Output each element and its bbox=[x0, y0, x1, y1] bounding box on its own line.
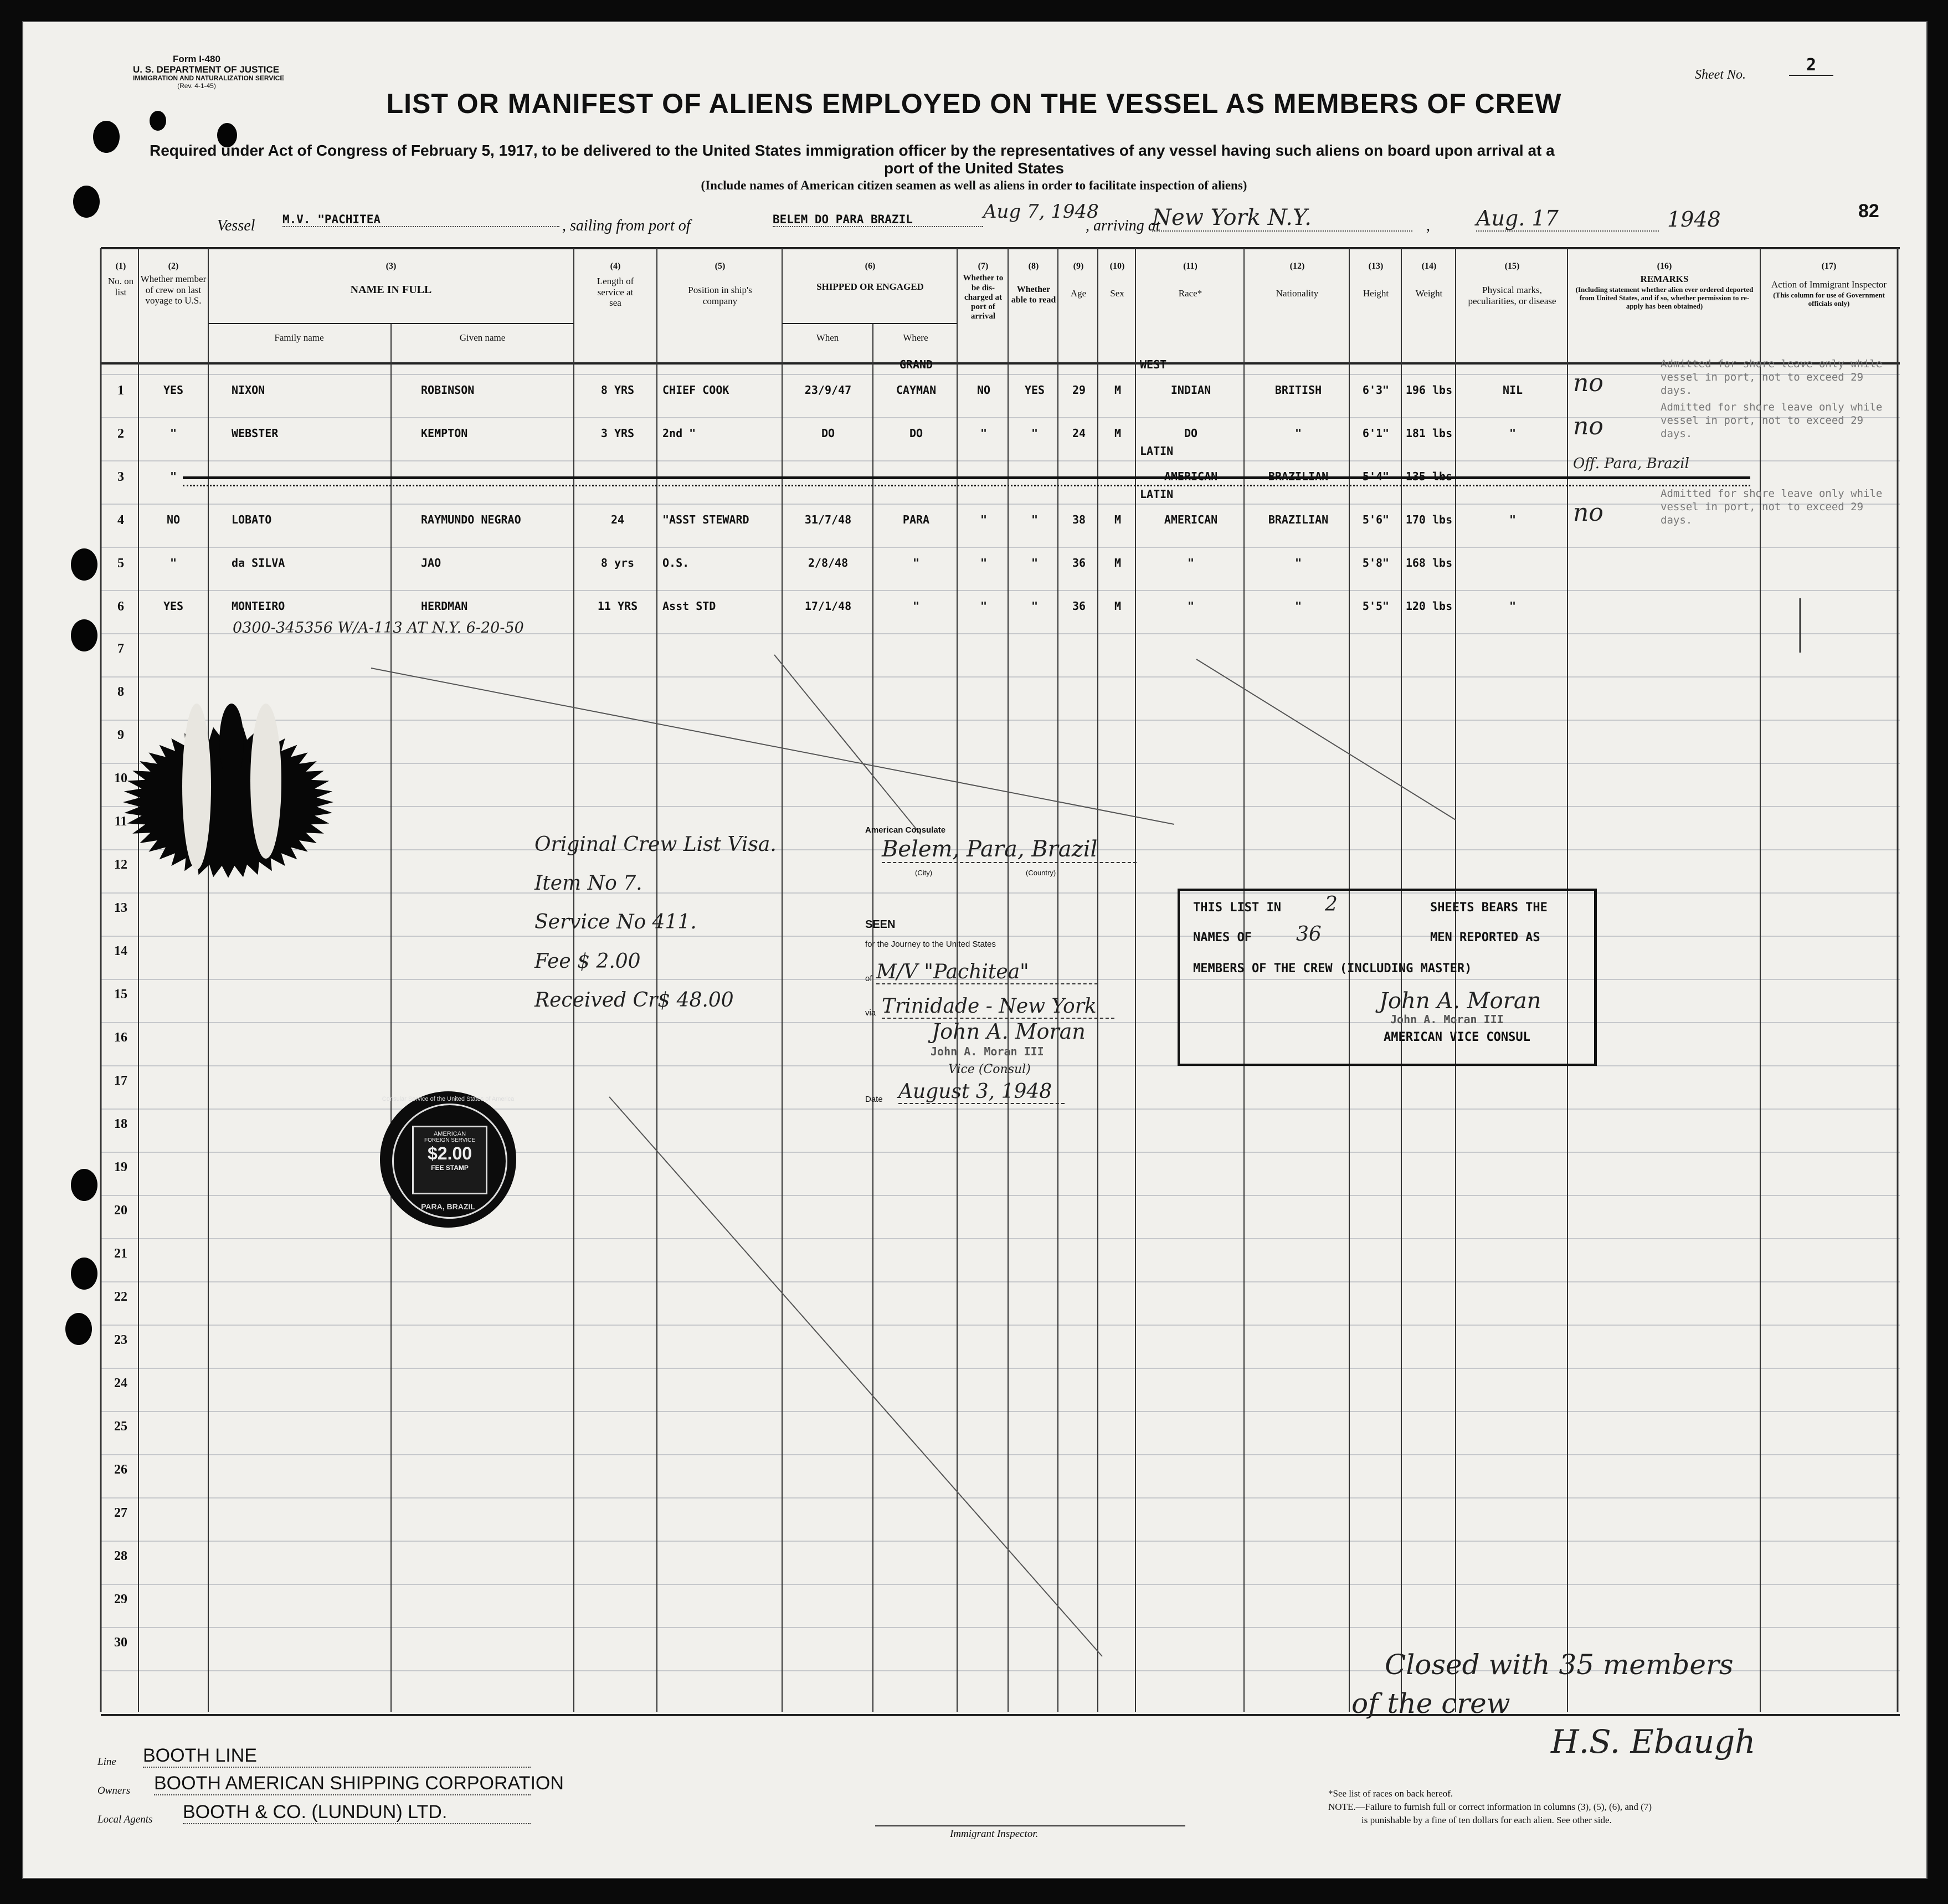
fee-stamp bbox=[380, 1091, 516, 1228]
cell-race: AMERICAN bbox=[1164, 470, 1218, 483]
cell-nationality: " bbox=[1294, 427, 1302, 440]
cell-no: 2 bbox=[117, 427, 124, 441]
cell-age: 29 bbox=[1072, 383, 1086, 397]
inspector-signature: H.S. Ebaugh bbox=[1551, 1723, 1756, 1761]
cell-when: 23/9/47 bbox=[804, 383, 852, 397]
cell-no: 3 bbox=[117, 470, 124, 484]
cell-remark-hand: no bbox=[1573, 499, 1603, 527]
row-number: 21 bbox=[114, 1246, 127, 1261]
col-remarks-header: (16) REMARKS (Including statement whether alien ever ordered deported from United States, and if so, whether permission to re-apply has been obtained) bbox=[1575, 261, 1754, 310]
cell-weight: 181 lbs bbox=[1405, 427, 1453, 440]
cell-race: DO bbox=[1184, 427, 1198, 440]
cell-nationality: BRITISH bbox=[1274, 383, 1322, 397]
col-read-header: (8) Whether able to read bbox=[1011, 261, 1056, 305]
cell-age: 38 bbox=[1072, 513, 1086, 526]
form-number: Form I-480 bbox=[173, 54, 220, 64]
col-discharged-header: (7) Whether to be dis-charged at port of arrival bbox=[963, 261, 1004, 321]
cell-height: 5'8" bbox=[1362, 556, 1390, 569]
visa-note-line: Fee $ 2.00 bbox=[534, 950, 641, 973]
fee-stamp-line3: FEE STAMP bbox=[431, 1164, 469, 1172]
page-number: 82 bbox=[1858, 201, 1879, 222]
cell-weight: 135 lbs bbox=[1405, 470, 1453, 483]
col-shipped-header: (6) SHIPPED OR ENGAGED bbox=[816, 261, 924, 292]
cell-position: O.S. bbox=[662, 556, 690, 569]
stamp-date: August 3, 1948 bbox=[898, 1080, 1065, 1104]
col-service-header: (4) Length of service at sea bbox=[597, 261, 634, 309]
footer-agents-label: Local Agents bbox=[97, 1814, 153, 1825]
row6-note: 0300-345356 W/A-113 AT N.Y. 6-20-50 bbox=[233, 619, 524, 637]
row-number: 10 bbox=[114, 771, 127, 786]
cell-remark-hand: no bbox=[1573, 369, 1603, 397]
row-number: 30 bbox=[114, 1635, 127, 1650]
cell-read: YES bbox=[1024, 383, 1045, 397]
cell-sex: M bbox=[1114, 556, 1122, 569]
closing-note-line: Closed with 35 members bbox=[1385, 1649, 1734, 1681]
cell-position: Asst STD bbox=[662, 599, 716, 613]
cell-discharged: " bbox=[980, 556, 988, 569]
col-sex-header: (10) Sex bbox=[1109, 261, 1125, 299]
stamp-vessel: M/V "Pachitea" bbox=[876, 961, 1098, 984]
visa-note-line: Original Crew List Visa. bbox=[534, 833, 777, 856]
footer-line: BOOTH LINE bbox=[143, 1745, 531, 1768]
row-number: 7 bbox=[117, 641, 124, 656]
cell-no: 6 bbox=[117, 599, 124, 614]
cell-position: "ASST STEWARD bbox=[662, 513, 749, 526]
vessel-label: Vessel bbox=[217, 217, 255, 234]
col-nationality-header: (12) Nationality bbox=[1276, 261, 1319, 299]
cell-age: 36 bbox=[1072, 599, 1086, 613]
stamp-via: Trinidade - New York bbox=[882, 995, 1114, 1019]
list-stamp-signer: John A. Moran III bbox=[1390, 1013, 1504, 1026]
cell-height: 5'4" bbox=[1362, 470, 1390, 483]
row-number: 20 bbox=[114, 1203, 127, 1218]
footer-inspector-label: Immigrant Inspector. bbox=[950, 1828, 1039, 1840]
form-service: IMMIGRATION AND NATURALIZATION SERVICE bbox=[133, 74, 285, 83]
col-race-header: (11) Race* bbox=[1178, 261, 1202, 299]
cell-no: 5 bbox=[117, 556, 124, 571]
footer-agents: BOOTH & CO. (LUNDUN) LTD. bbox=[183, 1802, 531, 1824]
cell-member: " bbox=[169, 427, 177, 440]
row-number: 17 bbox=[114, 1074, 127, 1088]
cell-marks: NIL bbox=[1502, 383, 1523, 397]
city-label: (City) bbox=[915, 869, 933, 877]
row-number: 18 bbox=[114, 1117, 127, 1131]
cell-nationality: " bbox=[1294, 556, 1302, 569]
cell-where: PARA bbox=[902, 513, 930, 526]
row-number: 15 bbox=[114, 987, 127, 1002]
col-where-header: Where bbox=[903, 332, 928, 343]
row-number: 9 bbox=[117, 728, 124, 742]
col-weight-header: (14) Weight bbox=[1415, 261, 1443, 299]
footer-owners-label: Owners bbox=[97, 1785, 131, 1797]
row-number: 14 bbox=[114, 944, 127, 958]
row-number: 12 bbox=[114, 858, 127, 872]
cell-where: DO bbox=[909, 427, 923, 440]
cell-family: LOBATO bbox=[232, 513, 272, 526]
cell-weight: 170 lbs bbox=[1405, 513, 1453, 526]
visa-note-line: Received Cr$ 48.00 bbox=[534, 988, 734, 1012]
cell-age: 24 bbox=[1072, 427, 1086, 440]
fee-stamp-ring: Consular Service of the United States of America bbox=[382, 1096, 515, 1102]
consulate-stamp bbox=[865, 825, 1153, 1113]
list-stamp-line2b: MEN REPORTED AS bbox=[1430, 931, 1540, 945]
cell-family: MONTEIRO bbox=[232, 599, 285, 613]
col-age-header: (9) Age bbox=[1070, 261, 1087, 299]
cell-race-top: WEST bbox=[1140, 358, 1167, 371]
arrival-year: 1948 bbox=[1667, 207, 1721, 232]
cell-height: 5'5" bbox=[1362, 599, 1390, 613]
consul-signer: John A. Moran III bbox=[931, 1045, 1044, 1058]
cell-member: " bbox=[169, 556, 177, 569]
fee-stamp-center bbox=[412, 1126, 487, 1194]
fee-stamp-line1: AMERICAN bbox=[433, 1131, 466, 1137]
col-marks-header: (15) Physical marks, peculiarities, or disease bbox=[1468, 261, 1556, 306]
sheet-no-label: Sheet No. bbox=[1695, 68, 1746, 82]
page-title: LIST OR MANIFEST OF ALIENS EMPLOYED ON THE VESSEL AS MEMBERS OF CREW bbox=[386, 88, 1562, 119]
arriving-label: , arriving at bbox=[1086, 217, 1160, 234]
cell-discharged: " bbox=[980, 427, 988, 440]
cell-sex: M bbox=[1114, 513, 1122, 526]
form-dept: U. S. DEPARTMENT OF JUSTICE bbox=[133, 64, 280, 75]
cell-marks: " bbox=[1509, 427, 1517, 440]
cell-service: 8 yrs bbox=[600, 556, 635, 569]
fee-stamp-line2: FOREIGN SERVICE bbox=[424, 1137, 476, 1143]
cell-nationality: BRAZILIAN bbox=[1268, 470, 1329, 483]
cell-where: CAYMAN bbox=[896, 383, 937, 397]
subtitle-act: Required under Act of Congress of February 5, 1917, to be delivered to the United States immigration officer by the representatives of any vessel having such aliens on board upon arrival at a bbox=[150, 142, 1555, 159]
footer-line-label: Line bbox=[97, 1756, 116, 1768]
cell-when: DO bbox=[821, 427, 835, 440]
cell-member: " bbox=[169, 470, 177, 483]
cell-given: JAO bbox=[421, 556, 441, 569]
fee-stamp-bottom: PARA, BRAZIL bbox=[421, 1202, 475, 1211]
cell-weight: 196 lbs bbox=[1405, 383, 1453, 397]
sailing-date: Aug 7, 1948 bbox=[983, 201, 1099, 223]
row-number: 27 bbox=[114, 1506, 127, 1520]
cell-service: 11 YRS bbox=[597, 599, 638, 613]
list-stamp-title: AMERICAN VICE CONSUL bbox=[1384, 1030, 1530, 1044]
cell-race: AMERICAN bbox=[1164, 513, 1218, 526]
row-number: 8 bbox=[117, 685, 124, 699]
consulate-head: American Consulate bbox=[865, 825, 946, 835]
of-label: of bbox=[865, 974, 872, 983]
cell-height: 6'1" bbox=[1362, 427, 1390, 440]
footer-note1: *See list of races on back hereof. bbox=[1328, 1788, 1453, 1799]
col-position-header: (5) Position in ship's company bbox=[688, 261, 752, 306]
footer-note3: is punishable by a fine of ten dollars for each alien. See other side. bbox=[1361, 1815, 1612, 1825]
cell-marks: " bbox=[1509, 599, 1517, 613]
col-when-header: When bbox=[816, 332, 839, 343]
journey-label: for the Journey to the United States bbox=[865, 940, 996, 949]
subtitle-include: (Include names of American citizen seamen as well as aliens in order to facilitate inspection of aliens) bbox=[701, 178, 1247, 192]
seen-label: SEEN bbox=[865, 918, 896, 931]
cell-age: 36 bbox=[1072, 556, 1086, 569]
cell-when: 31/7/48 bbox=[804, 513, 852, 526]
cell-family: da SILVA bbox=[232, 556, 285, 569]
row-number: 25 bbox=[114, 1419, 127, 1434]
closing-note bbox=[1351, 1645, 1734, 1723]
cell-remark-hand: Off. Para, Brazil bbox=[1573, 455, 1689, 472]
cell-race: INDIAN bbox=[1170, 383, 1211, 397]
row-number: 26 bbox=[114, 1462, 127, 1477]
cell-race: " bbox=[1187, 556, 1195, 569]
cell-race: " bbox=[1187, 599, 1195, 613]
list-certification-stamp bbox=[1178, 889, 1597, 1066]
inspector-sign-line bbox=[875, 1825, 1185, 1826]
cell-position: CHIEF COOK bbox=[662, 383, 729, 397]
sailing-label: , sailing from port of bbox=[562, 217, 691, 234]
cell-family: WEBSTER bbox=[232, 427, 279, 440]
cell-where: " bbox=[912, 599, 920, 613]
list-stamp-line1a: THIS LIST IN bbox=[1193, 901, 1281, 915]
starburst-seal bbox=[123, 704, 333, 878]
vessel-name: M.V. "PACHITEA bbox=[282, 213, 559, 227]
footer-note2: NOTE.—Failure to furnish full or correct information in columns (3), (5), (6), and (7) bbox=[1328, 1802, 1652, 1812]
country-label: (Country) bbox=[1026, 869, 1056, 877]
row-number: 24 bbox=[114, 1376, 127, 1390]
cell-sex: M bbox=[1114, 383, 1122, 397]
subtitle-port: port of the United States bbox=[883, 160, 1065, 177]
via-label: via bbox=[865, 1008, 876, 1018]
cell-when: 17/1/48 bbox=[804, 599, 852, 613]
visa-note bbox=[534, 825, 777, 1020]
list-stamp-line1b: SHEETS BEARS THE bbox=[1430, 901, 1548, 915]
cell-height: 5'6" bbox=[1362, 513, 1390, 526]
cell-given: HERDMAN bbox=[421, 599, 468, 613]
cell-where-top: GRAND bbox=[899, 358, 933, 371]
cell-race-top: LATIN bbox=[1140, 487, 1174, 501]
cell-family: NIXON bbox=[232, 383, 265, 397]
col-given-header: Given name bbox=[459, 332, 506, 343]
cell-member: YES bbox=[163, 599, 184, 613]
cell-discharged: " bbox=[980, 599, 988, 613]
row-number: 23 bbox=[114, 1333, 127, 1347]
cell-member: YES bbox=[163, 383, 184, 397]
cell-read: " bbox=[1031, 427, 1039, 440]
cell-discharged: NO bbox=[976, 383, 991, 397]
consulate-city: Belem, Para, Brazil bbox=[882, 836, 1137, 863]
cell-no: 4 bbox=[117, 513, 124, 527]
col-action-header: (17) Action of Immigrant Inspector (This column for use of Government officials only) bbox=[1771, 261, 1887, 307]
cell-nationality: BRAZILIAN bbox=[1268, 513, 1329, 526]
cell-remark-print: Admitted for shore leave only while vessel in port, not to exceed 29 days. bbox=[1661, 487, 1883, 526]
cell-read: " bbox=[1031, 599, 1039, 613]
footer-owners: BOOTH AMERICAN SHIPPING CORPORATION bbox=[154, 1773, 531, 1795]
arrival-date: Aug. 17 bbox=[1476, 206, 1659, 232]
col-name-header: (3) NAME IN FULL bbox=[350, 261, 432, 296]
row-number: 28 bbox=[114, 1549, 127, 1563]
col-no-header: (1) No. on list bbox=[107, 261, 134, 297]
row-number: 16 bbox=[114, 1030, 127, 1045]
cell-no: 1 bbox=[117, 383, 124, 398]
visa-note-line: Item No 7. bbox=[534, 872, 643, 895]
row-number: 11 bbox=[114, 814, 127, 829]
cell-weight: 120 lbs bbox=[1405, 599, 1453, 613]
cell-read: " bbox=[1031, 513, 1039, 526]
visa-note-line: Service No 411. bbox=[534, 911, 697, 934]
form-revision: (Rev. 4-1-45) bbox=[177, 81, 216, 90]
col-member-header: (2) Whether member of crew on last voyage to U.S. bbox=[140, 261, 207, 306]
list-stamp-line2a: NAMES OF bbox=[1193, 931, 1252, 945]
col-height-header: (13) Height bbox=[1363, 261, 1389, 299]
cell-service: 8 YRS bbox=[600, 383, 635, 397]
list-stamp-sheets: 2 bbox=[1325, 893, 1338, 916]
fee-stamp-value: $2.00 bbox=[427, 1143, 472, 1163]
closing-note-line: of the crew bbox=[1351, 1687, 1510, 1720]
sailing-port: BELEM DO PARA BRAZIL bbox=[773, 213, 983, 227]
cell-given: KEMPTON bbox=[421, 427, 468, 440]
arriving-port: New York N.Y. bbox=[1152, 205, 1412, 232]
cell-height: 6'3" bbox=[1362, 383, 1390, 397]
cell-where: " bbox=[912, 556, 920, 569]
cell-remark-hand: no bbox=[1573, 412, 1603, 440]
cell-service: 3 YRS bbox=[600, 427, 635, 440]
cell-member: NO bbox=[166, 513, 181, 526]
date-label: Date bbox=[865, 1095, 883, 1104]
cell-given: RAYMUNDO NEGRAO bbox=[421, 513, 521, 526]
cell-remark-print: Admitted for shore leave only while vessel in port, not to exceed 29 days. bbox=[1661, 401, 1883, 440]
row-number: 13 bbox=[114, 901, 127, 915]
cell-read: " bbox=[1031, 556, 1039, 569]
row-number: 29 bbox=[114, 1592, 127, 1607]
cell-marks: " bbox=[1509, 513, 1517, 526]
cell-weight: 168 lbs bbox=[1405, 556, 1453, 569]
cell-sex: M bbox=[1114, 427, 1122, 440]
consul-title: Vice (Consul) bbox=[948, 1063, 1031, 1076]
row-number: 22 bbox=[114, 1290, 127, 1304]
cell-sex: M bbox=[1114, 599, 1122, 613]
list-stamp-names: 36 bbox=[1296, 923, 1322, 946]
list-stamp-signature: John A. Moran bbox=[1379, 988, 1541, 1014]
cell-when: 2/8/48 bbox=[808, 556, 849, 569]
comma: , bbox=[1426, 217, 1430, 234]
row-number: 19 bbox=[114, 1160, 127, 1174]
consul-signature: John A. Moran bbox=[932, 1019, 1086, 1044]
cell-remark-print: Admitted for shore leave only while vessel in port, not to exceed 29 days. bbox=[1661, 358, 1883, 397]
cell-discharged: " bbox=[980, 513, 988, 526]
col-family-header: Family name bbox=[274, 332, 324, 343]
sheet-number: 2 bbox=[1789, 55, 1833, 76]
cell-given: ROBINSON bbox=[421, 383, 475, 397]
list-stamp-line3: MEMBERS OF THE CREW (INCLUDING MASTER) bbox=[1193, 962, 1472, 976]
cell-service: 24 bbox=[610, 513, 625, 526]
cell-race-top: LATIN bbox=[1140, 444, 1174, 458]
cell-position: 2nd " bbox=[662, 427, 696, 440]
cell-nationality: " bbox=[1294, 599, 1302, 613]
